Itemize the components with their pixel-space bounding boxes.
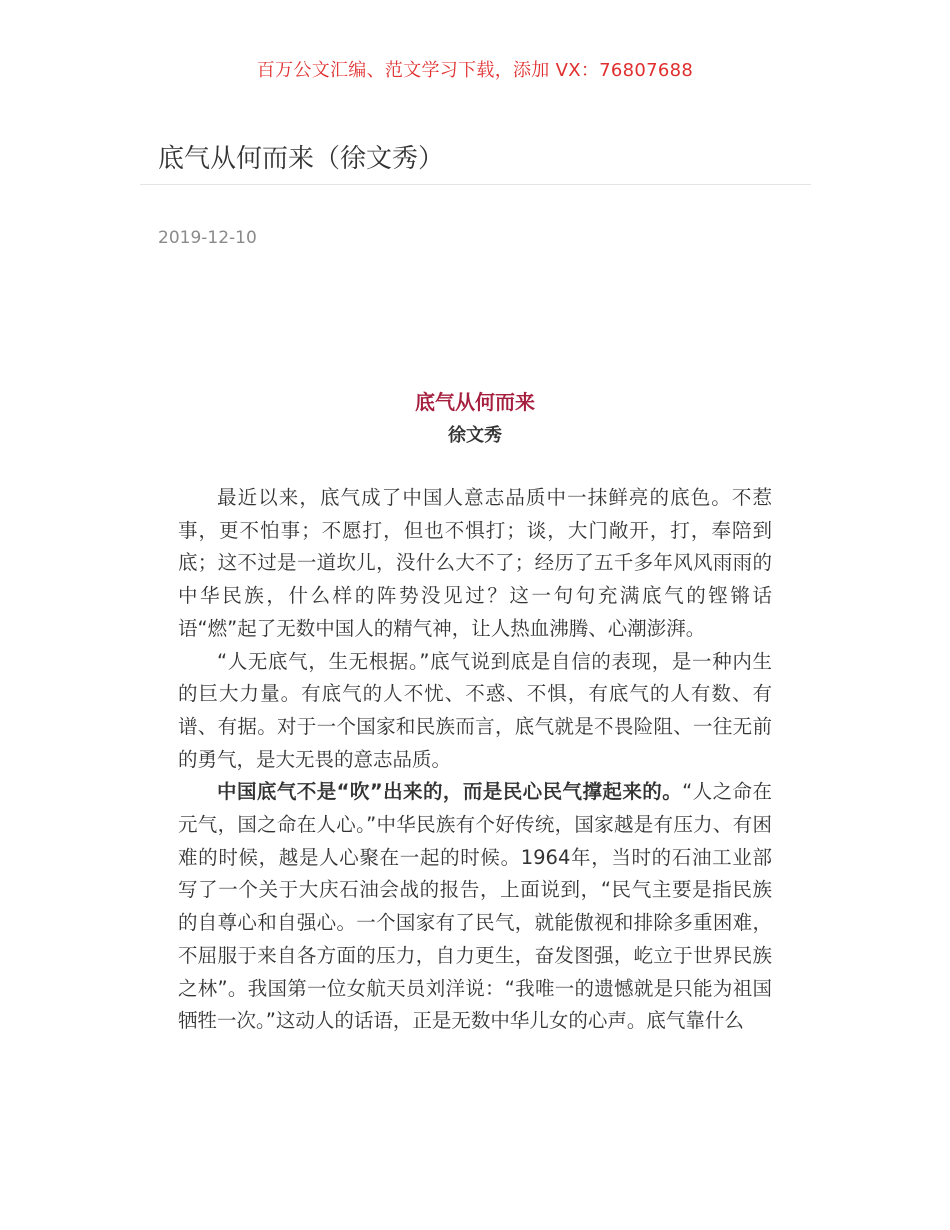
article-paragraph xyxy=(178,482,772,646)
article-paragraph xyxy=(178,646,772,777)
paragraph-lead: 中国底气不是“吹”出来的，而是民心民气撑起来的。 xyxy=(217,780,683,804)
title-divider xyxy=(140,184,811,185)
post-date: 2019-12-10 xyxy=(158,228,257,248)
article-paragraph xyxy=(178,776,772,1038)
article-body xyxy=(178,482,772,1038)
article-heading: 底气从何而来 xyxy=(415,390,535,414)
paragraph-text: “人之命在元气，国之命在人心。”中华民族有个好传统，国家越是有压力、有困难的时候，越是人心聚在一起的时候。1964年，当时的石油工业部写了一个关于大庆石油会战的报告，上面说到，“民气主要是指民族的自尊心和自强心。一个国家有了民气，就能傲视和排除多重困难，不屈服于来自各方面的压力，自力更生，奋发图强，屹立于世界民族之林”。我国第一位女航天员刘洋说：“我唯一的遗憾就是只能为祖国牺牲一次。”这动人的话语，正是无数中华儿女的心声。底气靠什么 xyxy=(178,780,772,1033)
page-title: 底气从何而来（徐文秀） xyxy=(158,144,445,174)
paragraph-text: 最近以来，底气成了中国人意志品质中一抹鲜亮的底色。不惹事，更不怕事；不愿打，但也不惧打；谈，大门敞开，打，奉陪到底；这不过是一道坎儿，没什么大不了；经历了五千多年风风雨雨的中华民族，什么样的阵势没见过？这一句句充满底气的铿锵话语“燃”起了无数中国人的精气神，让人热血沸腾、心潮澎湃。 xyxy=(178,486,772,640)
paragraph-text: “人无底气，生无根据。”底气说到底是自信的表现，是一种内生的巨大力量。有底气的人不忧、不惑、不惧，有底气的人有数、有谱、有据。对于一个国家和民族而言，底气就是不畏险阻、一往无前的勇气，是大无畏的意志品质。 xyxy=(178,649,772,771)
article-author: 徐文秀 xyxy=(448,425,502,446)
watermark-banner: 百万公文汇编、范文学习下载，添加 VX：76807688 xyxy=(256,60,694,81)
